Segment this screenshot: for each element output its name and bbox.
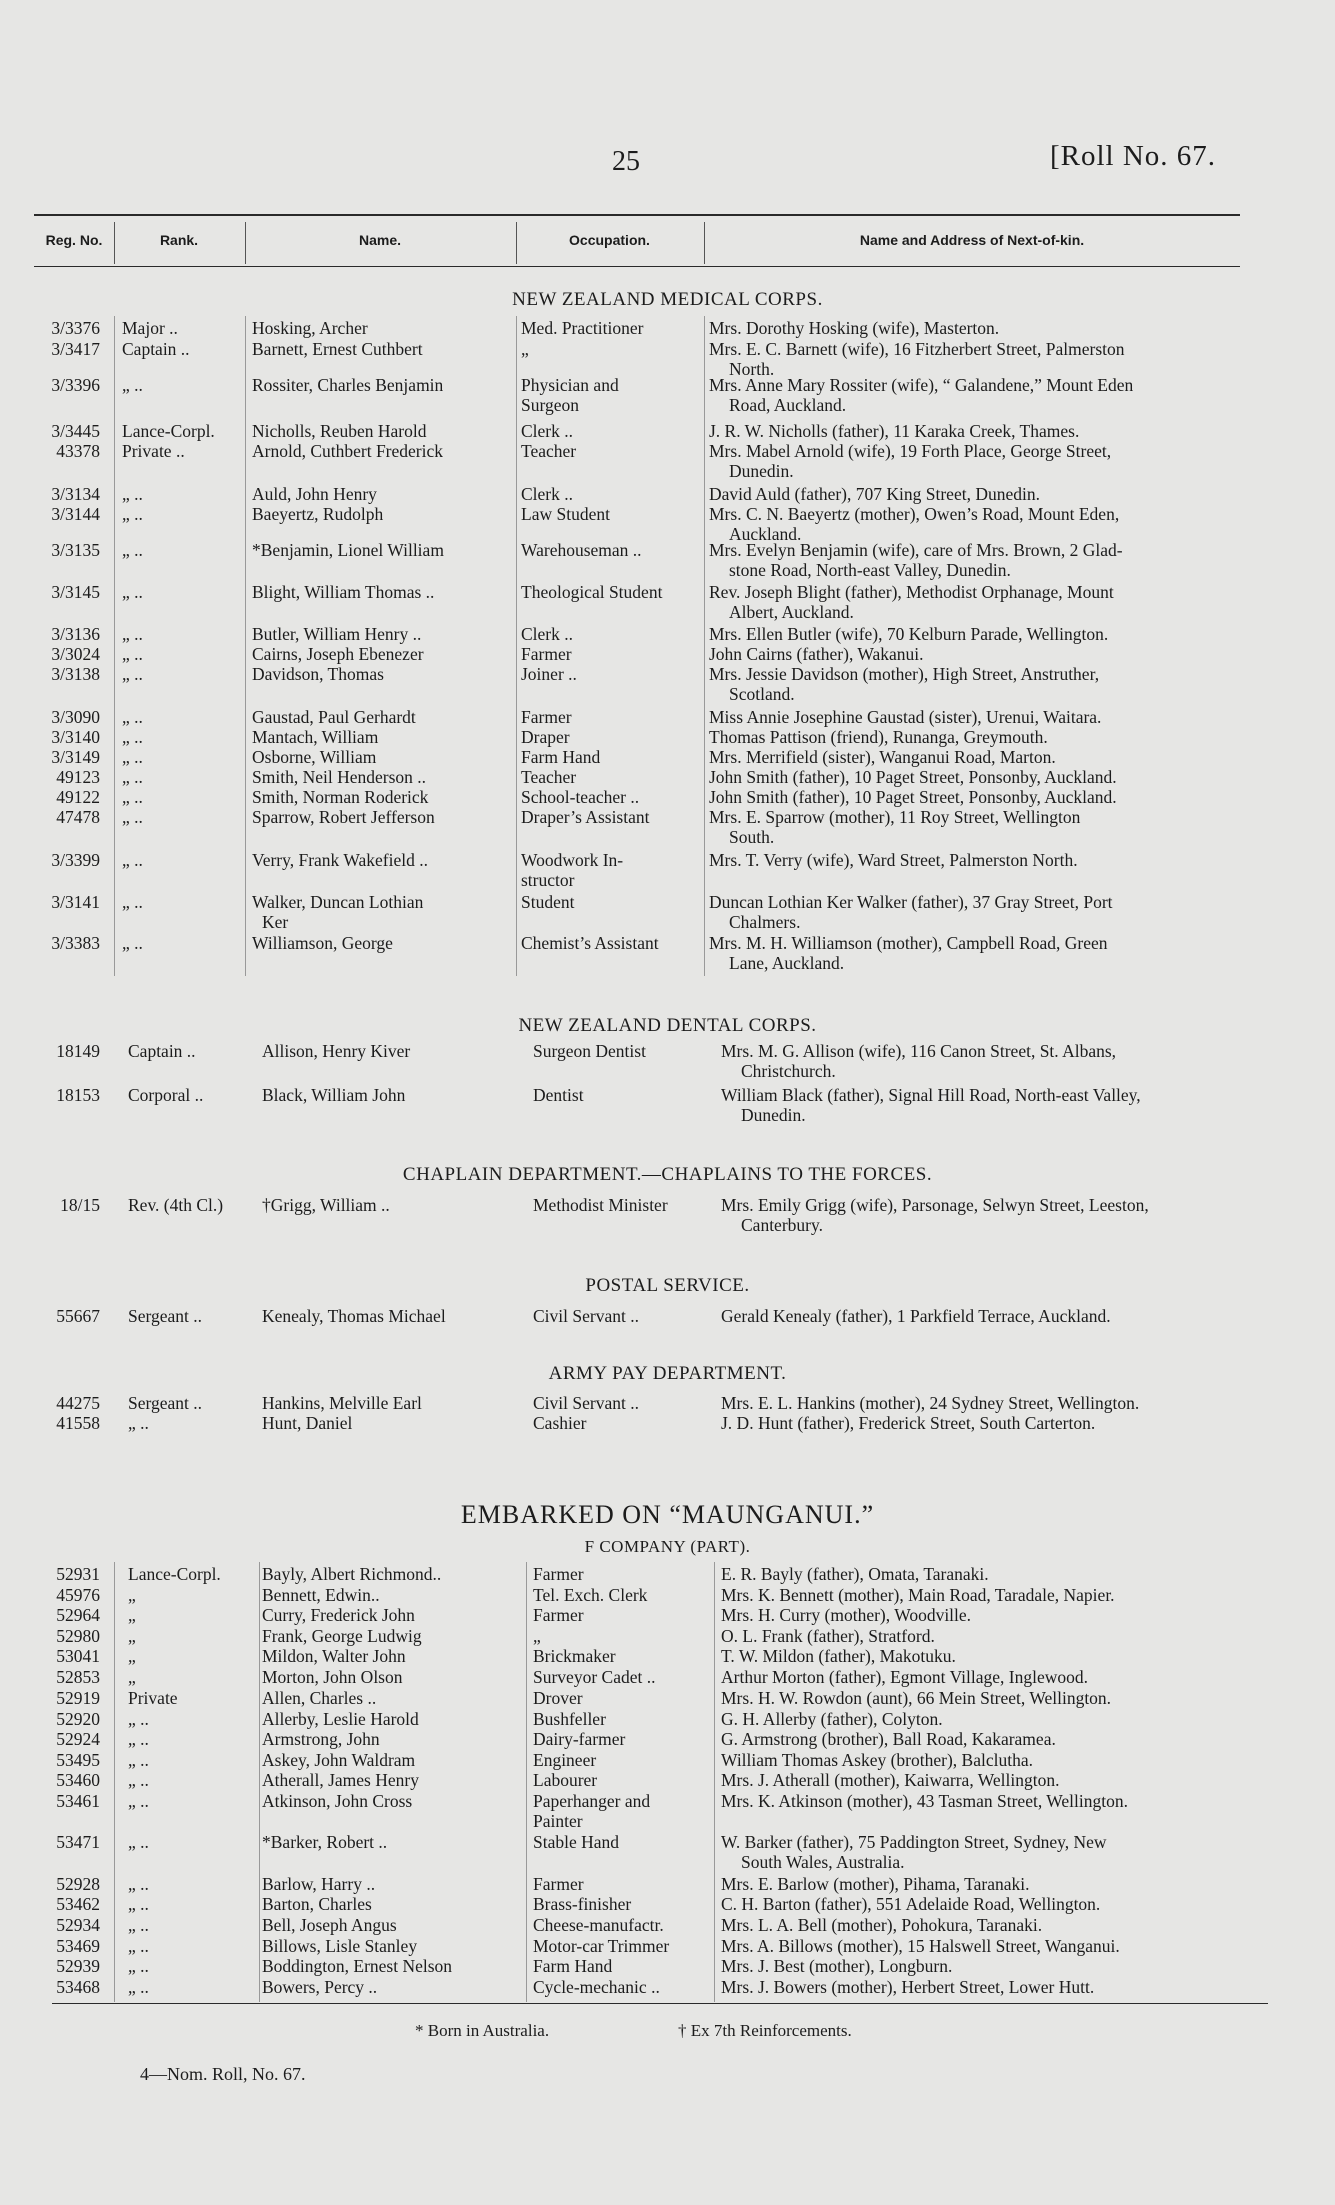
next-of-kin: Mrs. K. Bennett (mother), Main Road, Taradale, Napier. [721, 1585, 1115, 1605]
occupation: Farm Hand [521, 747, 601, 767]
next-of-kin-cont: South. [729, 827, 775, 847]
occupation-cont: structor [521, 870, 575, 890]
name: Black, William John [262, 1085, 406, 1105]
next-of-kin: William Black (father), Signal Hill Road, North-east Valley, [721, 1085, 1141, 1105]
next-of-kin: David Auld (father), 707 King Street, Dunedin. [709, 484, 1040, 504]
reg-number: 53460 [56, 1770, 100, 1790]
occupation: Dentist [533, 1085, 584, 1105]
occupation: Surgeon Dentist [533, 1041, 646, 1061]
name: Rossiter, Charles Benjamin [252, 375, 444, 395]
reg-number: 18149 [56, 1041, 100, 1061]
name: Cairns, Joseph Ebenezer [252, 644, 424, 664]
reg-number: 3/3383 [51, 933, 100, 953]
header-rank: Rank. [159, 232, 199, 248]
occupation: Teacher [521, 441, 577, 461]
name: Walker, Duncan Lothian [252, 892, 424, 912]
occupation: Student [521, 892, 575, 912]
name: Osborne, William [252, 747, 377, 767]
rank: „ .. [128, 1750, 149, 1770]
table-row [0, 540, 1335, 580]
reg-number: 3/3135 [51, 540, 100, 560]
reg-number: 53471 [56, 1832, 100, 1852]
occupation: Brass-finisher [533, 1894, 632, 1914]
name: Barlow, Harry .. [262, 1874, 376, 1894]
reg-number: 18153 [56, 1085, 100, 1105]
rank: Lance-Corpl. [122, 421, 215, 441]
next-of-kin: T. W. Mildon (father), Makotuku. [721, 1646, 956, 1666]
occupation: Draper [521, 727, 570, 747]
name: Mantach, William [252, 727, 379, 747]
rank: „ .. [122, 727, 143, 747]
occupation: „ [533, 1626, 541, 1646]
name: Hosking, Archer [252, 318, 368, 338]
table-row [0, 1977, 1335, 2001]
next-of-kin: Mrs. Anne Mary Rossiter (wife), “ Galandene,” Mount Eden [709, 375, 1134, 395]
rank: „ .. [122, 582, 143, 602]
occupation: Stable Hand [533, 1832, 620, 1852]
next-of-kin-cont: Lane, Auckland. [729, 953, 845, 973]
table-row [0, 441, 1335, 481]
name: Auld, John Henry [252, 484, 377, 504]
name: Boddington, Ernest Nelson [262, 1956, 453, 1976]
table-row [0, 1085, 1335, 1125]
reg-number: 49122 [56, 787, 100, 807]
next-of-kin: Mrs. M. H. Williamson (mother), Campbell Road, Green [709, 933, 1108, 953]
name: Gaustad, Paul Gerhardt [252, 707, 416, 727]
name: Mildon, Walter John [262, 1646, 406, 1666]
name: Bell, Joseph Angus [262, 1915, 397, 1935]
name: Sparrow, Robert Jefferson [252, 807, 435, 827]
name: Frank, George Ludwig [262, 1626, 422, 1646]
name: Atherall, James Henry [262, 1770, 419, 1790]
name: †Grigg, William .. [262, 1195, 390, 1215]
rank: Major .. [122, 318, 178, 338]
occupation: Warehouseman .. [521, 540, 642, 560]
reg-number: 44275 [56, 1393, 100, 1413]
next-of-kin-cont: Albert, Auckland. [729, 602, 854, 622]
rank: Sergeant .. [128, 1306, 203, 1326]
next-of-kin: John Smith (father), 10 Paget Street, Ponsonby, Auckland. [709, 767, 1117, 787]
next-of-kin: G. H. Allerby (father), Colyton. [721, 1709, 943, 1729]
rank: Corporal .. [128, 1085, 204, 1105]
name: Smith, Neil Henderson .. [252, 767, 427, 787]
rank: „ .. [128, 1770, 149, 1790]
occupation: Farmer [533, 1874, 584, 1894]
next-of-kin: Miss Annie Josephine Gaustad (sister), Urenui, Waitara. [709, 707, 1102, 727]
rank: „ .. [128, 1915, 149, 1935]
rank: „ .. [128, 1709, 149, 1729]
next-of-kin: J. D. Hunt (father), Frederick Street, South Carterton. [721, 1413, 1096, 1433]
name: Armstrong, John [262, 1729, 380, 1749]
table-row [0, 1791, 1335, 1831]
occupation: Farmer [533, 1605, 584, 1625]
table-row [0, 933, 1335, 973]
occupation: Clerk .. [521, 624, 574, 644]
occupation: Joiner .. [521, 664, 577, 684]
rank: Lance-Corpl. [128, 1564, 221, 1584]
name: Hankins, Melville Earl [262, 1393, 422, 1413]
occupation: Farm Hand [533, 1956, 613, 1976]
rank: Captain .. [128, 1041, 196, 1061]
table-row [0, 1413, 1335, 1437]
name: Barton, Charles [262, 1894, 372, 1914]
name: Verry, Frank Wakefield .. [252, 850, 428, 870]
reg-number: 3/3396 [51, 375, 100, 395]
rank: „ .. [128, 1874, 149, 1894]
occupation: Labourer [533, 1770, 598, 1790]
rank: Rev. (4th Cl.) [128, 1195, 224, 1215]
rank: „ [128, 1646, 136, 1666]
next-of-kin: John Smith (father), 10 Paget Street, Ponsonby, Auckland. [709, 787, 1117, 807]
section-title: POSTAL SERVICE. [585, 1275, 750, 1296]
occupation: Civil Servant .. [533, 1393, 639, 1413]
rank: „ .. [122, 664, 143, 684]
next-of-kin: Mrs. Merrifield (sister), Wanganui Road, Marton. [709, 747, 1056, 767]
name: Barnett, Ernest Cuthbert [252, 339, 423, 359]
occupation: Woodwork In- [521, 850, 624, 870]
occupation: Draper’s Assistant [521, 807, 650, 827]
reg-number: 3/3141 [51, 892, 100, 912]
next-of-kin: O. L. Frank (father), Stratford. [721, 1626, 935, 1646]
next-of-kin: Arthur Morton (father), Egmont Village, Inglewood. [721, 1667, 1089, 1687]
section-title: NEW ZEALAND DENTAL CORPS. [518, 1015, 817, 1036]
name: Allen, Charles .. [262, 1688, 377, 1708]
name-cont: Ker [262, 912, 289, 932]
reg-number: 52920 [56, 1709, 100, 1729]
name: Allerby, Leslie Harold [262, 1709, 419, 1729]
section-title: ARMY PAY DEPARTMENT. [548, 1363, 787, 1384]
reg-number: 3/3376 [51, 318, 100, 338]
next-of-kin-cont: Christchurch. [741, 1061, 836, 1081]
reg-number: 53462 [56, 1894, 100, 1914]
occupation: Teacher [521, 767, 577, 787]
name: Williamson, George [252, 933, 393, 953]
name: Curry, Frederick John [262, 1605, 415, 1625]
occupation: Civil Servant .. [533, 1306, 639, 1326]
table-row [0, 375, 1335, 415]
next-of-kin: Mrs. C. N. Baeyertz (mother), Owen’s Road, Mount Eden, [709, 504, 1120, 524]
rank: „ .. [128, 1936, 149, 1956]
reg-number: 52939 [56, 1956, 100, 1976]
name: Allison, Henry Kiver [262, 1041, 411, 1061]
next-of-kin: Mrs. J. Best (mother), Longburn. [721, 1956, 953, 1976]
header-kin: Name and Address of Next-of-kin. [859, 232, 1085, 248]
next-of-kin: Mrs. L. A. Bell (mother), Pohokura, Taranaki. [721, 1915, 1043, 1935]
occupation: Surveyor Cadet .. [533, 1667, 656, 1687]
rank: „ .. [122, 644, 143, 664]
rank: Private [128, 1688, 178, 1708]
column-divider [516, 222, 517, 264]
name: Kenealy, Thomas Michael [262, 1306, 446, 1326]
occupation: School-teacher .. [521, 787, 640, 807]
rank: Sergeant .. [128, 1393, 203, 1413]
occupation: Motor-car Trimmer [533, 1936, 670, 1956]
occupation: Bushfeller [533, 1709, 606, 1729]
name: Hunt, Daniel [262, 1413, 353, 1433]
reg-number: 49123 [56, 767, 100, 787]
table-row [0, 1306, 1335, 1330]
column-divider [704, 222, 705, 264]
next-of-kin-cont: Canterbury. [741, 1215, 823, 1235]
next-of-kin: Mrs. E. C. Barnett (wife), 16 Fitzherbert Street, Palmerston [709, 339, 1125, 359]
next-of-kin: Mrs. Evelyn Benjamin (wife), care of Mrs. Brown, 2 Glad- [709, 540, 1123, 560]
header-name: Name. [358, 232, 402, 248]
section-title: F COMPANY (PART). [584, 1537, 751, 1556]
next-of-kin: Mrs. M. G. Allison (wife), 116 Canon Street, St. Albans, [721, 1041, 1117, 1061]
next-of-kin-cont: Road, Auckland. [729, 395, 847, 415]
next-of-kin: Duncan Lothian Ker Walker (father), 37 Gray Street, Port [709, 892, 1113, 912]
occupation: Clerk .. [521, 421, 574, 441]
footnote-born-australia: * Born in Australia. [415, 2021, 550, 2040]
rank: „ .. [122, 892, 143, 912]
signature-note: 4—Nom. Roll, No. 67. [140, 2064, 306, 2084]
next-of-kin: Mrs. Ellen Butler (wife), 70 Kelburn Parade, Wellington. [709, 624, 1109, 644]
name: Blight, William Thomas .. [252, 582, 435, 602]
occupation: Chemist’s Assistant [521, 933, 659, 953]
reg-number: 41558 [56, 1413, 100, 1433]
next-of-kin-cont: Chalmers. [729, 912, 801, 932]
rank: „ .. [122, 624, 143, 644]
occupation: Clerk .. [521, 484, 574, 504]
table-row [0, 1195, 1335, 1235]
table-row [0, 807, 1335, 847]
reg-number: 3/3445 [51, 421, 100, 441]
next-of-kin: C. H. Barton (father), 551 Adelaide Road, Wellington. [721, 1894, 1101, 1914]
rank: „ .. [128, 1894, 149, 1914]
next-of-kin: Mrs. H. Curry (mother), Woodville. [721, 1605, 972, 1625]
next-of-kin: William Thomas Askey (brother), Balclutha. [721, 1750, 1033, 1770]
reg-number: 53469 [56, 1936, 100, 1956]
table-row [0, 582, 1335, 622]
reg-number: 52928 [56, 1874, 100, 1894]
reg-number: 3/3024 [51, 644, 100, 664]
table-row [0, 850, 1335, 890]
reg-number: 53495 [56, 1750, 100, 1770]
occupation: Cashier [533, 1413, 587, 1433]
next-of-kin: Mrs. A. Billows (mother), 15 Halswell Street, Wanganui. [721, 1936, 1120, 1956]
rank: Captain .. [122, 339, 190, 359]
rank: „ .. [122, 850, 143, 870]
occupation: Cheese-manufactr. [533, 1915, 664, 1935]
occupation: Theological Student [521, 582, 663, 602]
bottom-rule [52, 2003, 1268, 2004]
occupation: Methodist Minister [533, 1195, 668, 1215]
reg-number: 55667 [56, 1306, 100, 1326]
occupation: „ [521, 339, 529, 359]
reg-number: 43378 [56, 441, 100, 461]
name: Davidson, Thomas [252, 664, 384, 684]
occupation: Law Student [521, 504, 610, 524]
column-divider [114, 222, 115, 264]
next-of-kin-cont: Scotland. [729, 684, 795, 704]
rank: „ [128, 1605, 136, 1625]
rank: „ .. [122, 747, 143, 767]
reg-number: 53468 [56, 1977, 100, 1997]
next-of-kin-cont: North. [729, 359, 775, 379]
reg-number: 53461 [56, 1791, 100, 1811]
next-of-kin-cont: Auckland. [729, 524, 802, 544]
next-of-kin: G. Armstrong (brother), Ball Road, Kakaramea. [721, 1729, 1056, 1749]
reg-number: 3/3134 [51, 484, 100, 504]
table-row [0, 664, 1335, 704]
rank: „ [128, 1585, 136, 1605]
roll-number: [Roll No. 67. [1050, 140, 1217, 172]
section-title: EMBARKED ON “MAUNGANUI.” [460, 1500, 875, 1529]
footnote-ex-7th: † Ex 7th Reinforcements. [678, 2021, 852, 2040]
next-of-kin: Mrs. E. Sparrow (mother), 11 Roy Street, Wellington [709, 807, 1081, 827]
reg-number: 3/3140 [51, 727, 100, 747]
next-of-kin-cont: South Wales, Australia. [741, 1852, 905, 1872]
reg-number: 3/3417 [51, 339, 100, 359]
rank: „ .. [128, 1832, 149, 1852]
name: Atkinson, John Cross [262, 1791, 413, 1811]
rank: „ .. [122, 707, 143, 727]
occupation: Med. Practitioner [521, 318, 644, 338]
occupation: Cycle-mechanic .. [533, 1977, 660, 1997]
next-of-kin: W. Barker (father), 75 Paddington Street, Sydney, New [721, 1832, 1107, 1852]
reg-number: 3/3399 [51, 850, 100, 870]
name: Nicholls, Reuben Harold [252, 421, 427, 441]
reg-number: 3/3138 [51, 664, 100, 684]
reg-number: 47478 [56, 807, 100, 827]
reg-number: 3/3144 [51, 504, 100, 524]
reg-number: 45976 [56, 1585, 100, 1605]
rank: „ [128, 1626, 136, 1646]
next-of-kin: Mrs. J. Atherall (mother), Kaiwarra, Wellington. [721, 1770, 1060, 1790]
rank: „ .. [122, 933, 143, 953]
next-of-kin-cont: stone Road, North-east Valley, Dunedin. [729, 560, 1011, 580]
rank: „ .. [122, 540, 143, 560]
next-of-kin: Rev. Joseph Blight (father), Methodist Orphanage, Mount [709, 582, 1114, 602]
name: Bayly, Albert Richmond.. [262, 1564, 442, 1584]
reg-number: 3/3136 [51, 624, 100, 644]
name: *Barker, Robert .. [262, 1832, 388, 1852]
name: Baeyertz, Rudolph [252, 504, 384, 524]
rank: „ [128, 1667, 136, 1687]
next-of-kin: Mrs. K. Atkinson (mother), 43 Tasman Street, Wellington. [721, 1791, 1128, 1811]
occupation: Tel. Exch. Clerk [533, 1585, 648, 1605]
reg-number: 18/15 [60, 1195, 100, 1215]
rank: „ .. [128, 1791, 149, 1811]
reg-number: 3/3145 [51, 582, 100, 602]
reg-number: 52853 [56, 1667, 100, 1687]
next-of-kin: Mrs. H. W. Rowdon (aunt), 66 Mein Street, Wellington. [721, 1688, 1112, 1708]
occupation: Physician and [521, 375, 619, 395]
rank: „ .. [122, 484, 143, 504]
reg-number: 52924 [56, 1729, 100, 1749]
rank: „ .. [128, 1729, 149, 1749]
header-reg: Reg. No. [45, 232, 103, 248]
occupation: Dairy-farmer [533, 1729, 626, 1749]
rank: „ .. [128, 1977, 149, 1997]
next-of-kin: Mrs. T. Verry (wife), Ward Street, Palmerston North. [709, 850, 1078, 870]
name: Arnold, Cuthbert Frederick [252, 441, 443, 461]
rank: Private .. [122, 441, 185, 461]
next-of-kin: Mrs. E. L. Hankins (mother), 24 Sydney Street, Wellington. [721, 1393, 1140, 1413]
occupation: Paperhanger and [533, 1791, 651, 1811]
reg-number: 52964 [56, 1605, 100, 1625]
name: Askey, John Waldram [262, 1750, 416, 1770]
next-of-kin-cont: Dunedin. [741, 1105, 806, 1125]
occupation: Farmer [521, 707, 572, 727]
occupation: Engineer [533, 1750, 597, 1770]
table-row [0, 892, 1335, 932]
section-title: NEW ZEALAND MEDICAL CORPS. [512, 289, 823, 310]
section-title: CHAPLAIN DEPARTMENT.—CHAPLAINS TO THE FORCES. [402, 1164, 933, 1185]
table-row [0, 1041, 1335, 1081]
name: Smith, Norman Roderick [252, 787, 429, 807]
next-of-kin: Mrs. Dorothy Hosking (wife), Masterton. [709, 318, 1000, 338]
next-of-kin: Mrs. E. Barlow (mother), Pihama, Taranaki. [721, 1874, 1030, 1894]
name: Bowers, Percy .. [262, 1977, 378, 1997]
name: Billows, Lisle Stanley [262, 1936, 418, 1956]
reg-number: 3/3149 [51, 747, 100, 767]
reg-number: 52931 [56, 1564, 100, 1584]
rank: „ .. [122, 375, 143, 395]
rank: „ .. [122, 504, 143, 524]
reg-number: 52934 [56, 1915, 100, 1935]
rank: „ .. [128, 1413, 149, 1433]
next-of-kin: J. R. W. Nicholls (father), 11 Karaka Creek, Thames. [709, 421, 1080, 441]
header-occupation: Occupation. [569, 232, 650, 248]
next-of-kin: Gerald Kenealy (father), 1 Parkfield Terrace, Auckland. [721, 1306, 1111, 1326]
name: Morton, John Olson [262, 1667, 403, 1687]
next-of-kin: John Cairns (father), Wakanui. [709, 644, 924, 664]
rank: „ .. [122, 807, 143, 827]
name: Butler, William Henry .. [252, 624, 422, 644]
occupation: Drover [533, 1688, 583, 1708]
name: Bennett, Edwin.. [262, 1585, 380, 1605]
reg-number: 3/3090 [51, 707, 100, 727]
next-of-kin: E. R. Bayly (father), Omata, Taranaki. [721, 1564, 989, 1584]
header-bottom-rule [34, 266, 1240, 267]
next-of-kin: Mrs. Jessie Davidson (mother), High Street, Anstruther, [709, 664, 1100, 684]
next-of-kin: Mrs. Mabel Arnold (wife), 19 Forth Place, George Street, [709, 441, 1112, 461]
table-row [0, 504, 1335, 544]
rank: „ .. [128, 1956, 149, 1976]
reg-number: 52980 [56, 1626, 100, 1646]
next-of-kin: Thomas Pattison (friend), Runanga, Greymouth. [709, 727, 1048, 747]
reg-number: 52919 [56, 1688, 100, 1708]
occupation: Brickmaker [533, 1646, 616, 1666]
rank: „ .. [122, 767, 143, 787]
occupation-cont: Painter [533, 1811, 583, 1831]
table-row [0, 339, 1335, 379]
occupation: Farmer [521, 644, 572, 664]
column-divider [245, 222, 246, 264]
occupation-cont: Surgeon [521, 395, 580, 415]
page-number: 25 [612, 146, 640, 177]
rank: „ .. [122, 787, 143, 807]
occupation: Farmer [533, 1564, 584, 1584]
next-of-kin: Mrs. J. Bowers (mother), Herbert Street, Lower Hutt. [721, 1977, 1095, 1997]
next-of-kin: Mrs. Emily Grigg (wife), Parsonage, Selwyn Street, Leeston, [721, 1195, 1149, 1215]
next-of-kin-cont: Dunedin. [729, 461, 794, 481]
reg-number: 53041 [56, 1646, 100, 1666]
table-row [0, 1832, 1335, 1872]
name: *Benjamin, Lionel William [252, 540, 444, 560]
